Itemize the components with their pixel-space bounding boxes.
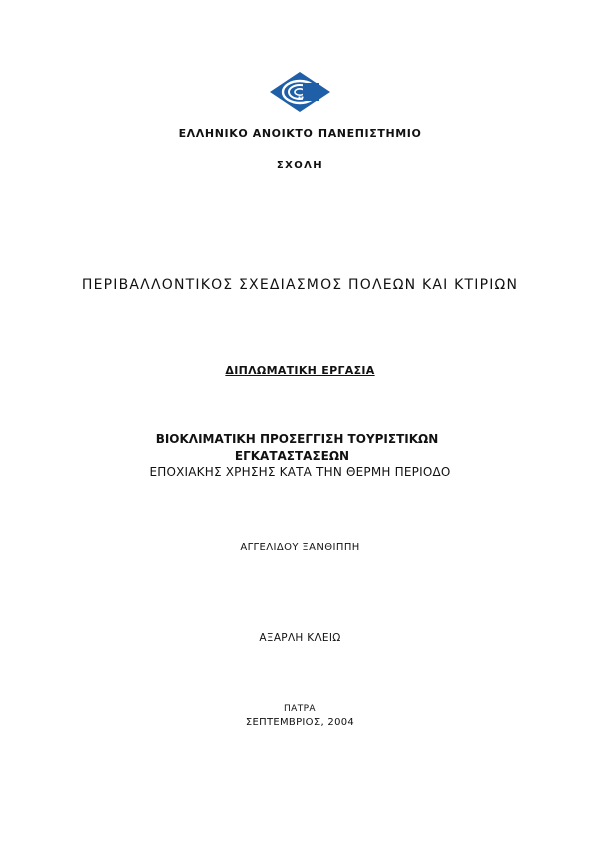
- city: ΠΑΤΡΑ: [283, 704, 316, 714]
- university-name: ΕΛΛΗΝΙΚΟ ΑΝΟΙΚΤΟ ΠΑΝΕΠΙΣΤΗΜΙΟ: [178, 127, 422, 140]
- thesis-subtitle: ΕΠΟΧΙΑΚΗΣ ΧΡΗΣΗΣ ΚΑΤΑ ΤΗΝ ΘΕΡΜΗ ΠΕΡΙΟΔΟ: [149, 465, 451, 479]
- school-name: ΣΧΟΛΗ: [276, 160, 324, 171]
- document-type: ΔΙΠΛΩΜΑΤΙΚΗ ΕΡΓΑΣΙΑ: [225, 364, 375, 377]
- date: ΣΕΠΤΕΜΒΡΙΟΣ, 2004: [245, 717, 355, 728]
- author-name: ΑΞΑΡΛΗ ΚΛΕΙΩ: [259, 632, 341, 644]
- program-name: ΠΕΡΙΒΑΛΛΟΝΤΙΚΟΣ ΣΧΕΔΙΑΣΜΟΣ ΠΟΛΕΩΝ ΚΑΙ ΚΤΙΡΙΩΝ: [81, 277, 519, 293]
- thesis-title-line-1: ΒΙΟΚΛΙΜΑΤΙΚΗ ΠΡΟΣΕΓΓΙΣΗ ΤΟΥΡΙΣΤΙΚΩΝ: [155, 432, 439, 446]
- thesis-title-line-2: ΕΓΚΑΤΑΣΤΑΣΕΩΝ: [234, 449, 350, 463]
- university-logo-icon: [269, 71, 331, 113]
- author-name: ΑΓΓΕΛΙΔΟΥ ΞΑΝΘΙΠΠΗ: [240, 542, 360, 553]
